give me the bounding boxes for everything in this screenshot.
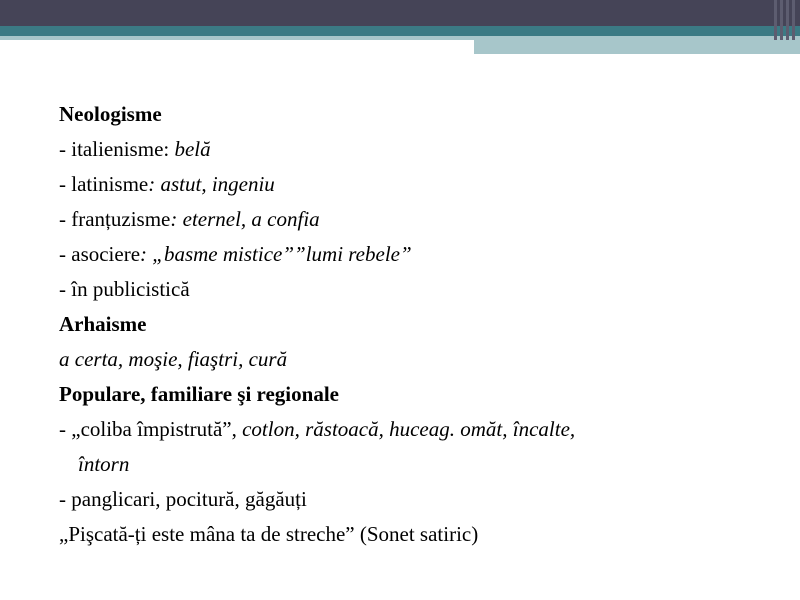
neologism-association: - asociere: „basme mistice””lumi rebele” — [59, 242, 412, 266]
heading-populare: Populare, familiare şi regionale — [59, 382, 339, 406]
populare-quote: „Pişcată-ți este mâna ta de streche” (Sonet satiric) — [59, 522, 479, 546]
header-stripes-decoration — [772, 0, 800, 40]
header-band-teal — [0, 26, 800, 36]
heading-arhaisme: Arhaisme — [59, 312, 147, 336]
populare-examples-2: - panglicari, pocitură, găgăuți — [59, 487, 307, 511]
populare-examples-1: - „coliba împistrută”, cotlon, răstoacă, huceag. omăt, încalte, — [59, 417, 576, 441]
header-band-light-left — [0, 36, 474, 40]
slide-body — [59, 97, 759, 552]
arhaisme-examples: a certa, moşie, fiaştri, cură — [59, 347, 288, 371]
header-band-light-right — [474, 36, 800, 54]
neologism-french: - franțuzisme: eternel, a confia — [59, 207, 320, 231]
neologism-italian: - italienisme: belă — [59, 137, 211, 161]
heading-neologisme: Neologisme — [59, 102, 162, 126]
neologism-publicistic: - în publicistică — [59, 277, 190, 301]
header-band-dark — [0, 0, 800, 26]
populare-examples-1-continued: întorn — [78, 452, 130, 476]
neologism-latin: - latinisme: astut, ingeniu — [59, 172, 275, 196]
